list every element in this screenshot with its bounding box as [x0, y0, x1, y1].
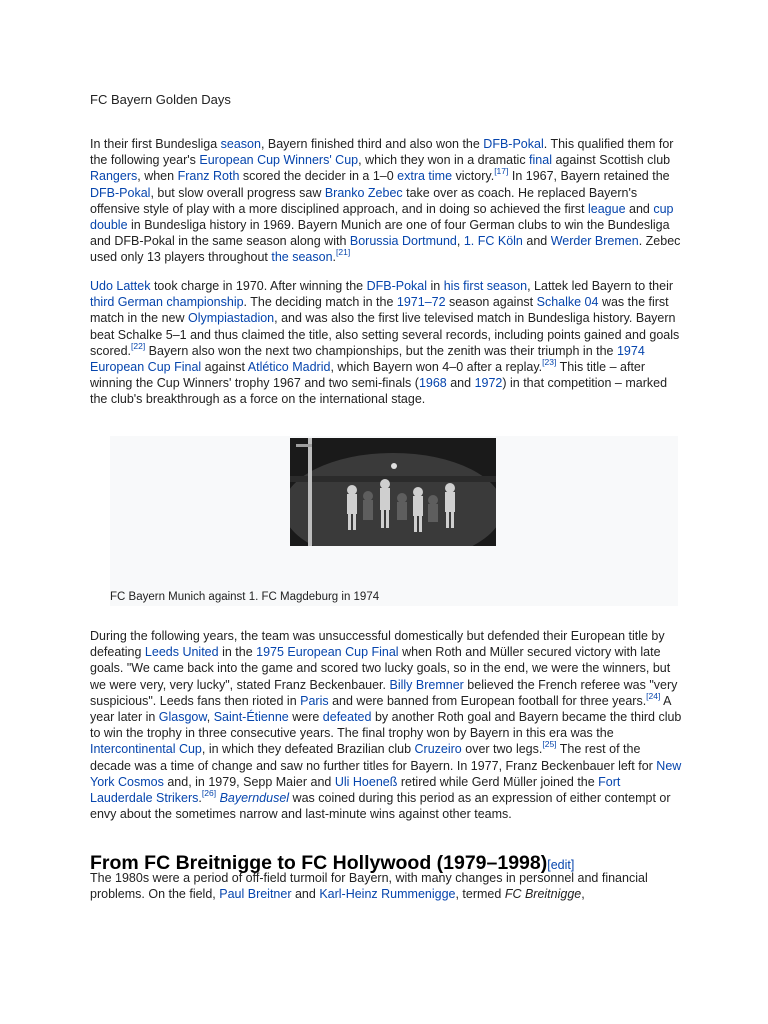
text: , [581, 887, 585, 902]
link-defeated[interactable]: defeated [322, 710, 372, 725]
paragraph-lattek-era [90, 278, 682, 408]
link-new-york-cosmos[interactable]: New York Cosmos [90, 758, 682, 789]
text: scored the decider in a 1–0 [239, 169, 398, 184]
match-photo[interactable] [290, 438, 496, 546]
reference-link[interactable]: [24] [646, 690, 661, 701]
text: over two legs. [461, 742, 543, 757]
reference-25[interactable] [542, 739, 556, 749]
text: , which Bayern won 4–0 after a replay. [330, 360, 543, 375]
link-intercontinental-cup[interactable]: Intercontinental Cup [90, 742, 202, 757]
text: retired while Gerd Müller joined the [397, 774, 599, 789]
text: ) in that competition – marked the club's breakthrough as a force on the international stage. [90, 376, 668, 407]
text: was coined during this period as an expression of either contempt or envy about the sometimes narrow and last-minute wins against other teams. [90, 791, 671, 822]
text-fc-breitnigge: FC Breitnigge [504, 887, 582, 902]
text: took charge in 1970. After winning the [150, 279, 367, 293]
link-dfb-pokal-3[interactable]: DFB-Pokal [366, 279, 428, 293]
link-glasgow[interactable]: Glasgow [158, 710, 207, 725]
text: The rest of the decade was a time of change and saw no further titles for Bayern. In 1977, Franz Beckenbauer left for [90, 742, 657, 773]
link-uli-hoeness[interactable]: Uli Hoeneß [334, 774, 398, 789]
link-cruzeiro[interactable]: Cruzeiro [414, 742, 462, 757]
text: and [625, 201, 654, 216]
link-dfb-pokal[interactable]: DFB-Pokal [483, 137, 544, 151]
text: in the [218, 645, 257, 660]
text: In their first Bundesliga [90, 137, 221, 151]
link-fc-koln[interactable]: 1. FC Köln [463, 234, 523, 249]
text: , which they won in a dramatic [358, 153, 530, 168]
link-season[interactable]: season [220, 137, 261, 151]
text: against Scottish club [551, 153, 671, 168]
text: take over as coach. He replaced Bayern's offensive style of play with a more disciplined approach, and in doing so achieved the first [90, 185, 638, 216]
text: in Bundesliga history in 1969. Bayern Munich are one of four German clubs to win the Bundesliga and DFB-Pokal in the same season along with [90, 218, 670, 249]
text: against [201, 360, 248, 375]
figure [110, 436, 678, 606]
paragraph-bundesliga-start [90, 136, 682, 266]
text: and, in 1979, Sepp Maier and [163, 774, 335, 789]
text: , but slow overall progress saw [150, 185, 325, 200]
text: believed the French referee was "very suspicious". Leeds fans then rioted in [90, 677, 678, 708]
text: . The deciding match in the [243, 295, 397, 310]
text: by another Roth goal and Bayern became the third club to win the trophy in three consecutive years. The final trophy won by Bayern in this era was the [90, 710, 682, 741]
text: were [288, 710, 323, 725]
link-bayerndusel[interactable]: Bayerndusel [219, 791, 290, 806]
link-paris[interactable]: Paris [300, 693, 329, 708]
reference-link[interactable]: [21] [336, 247, 351, 258]
text: In 1967, Bayern retained the [508, 169, 670, 184]
text: . [332, 250, 337, 265]
text: in [427, 279, 444, 293]
text: , [456, 234, 464, 249]
document-title: FC Bayern Golden Days [90, 92, 231, 107]
text: , Bayern finished third and also won the [260, 137, 484, 151]
reference-26[interactable] [202, 788, 216, 798]
paragraph-1980s [90, 870, 682, 902]
text: , and was also the first live televised match in Bundesliga history. Bayern beat Schalke 5–1 and thus claimed the title, also setting several records, including points gained and goals scored. [90, 311, 680, 358]
link-saint-etienne[interactable]: Saint-Étienne [213, 710, 289, 725]
link-udo-lattek[interactable]: Udo Lattek [90, 279, 151, 293]
reference-24[interactable] [646, 691, 660, 701]
text: season against [445, 295, 537, 310]
text: , termed [455, 887, 505, 902]
reference-link[interactable]: [22] [131, 340, 146, 351]
link-olympiastadion[interactable]: Olympiastadion [187, 311, 275, 326]
link-league[interactable]: league [587, 201, 626, 216]
text: and were banned from European football for three years. [328, 693, 647, 708]
text: victory. [452, 169, 495, 184]
link-branko-zebec[interactable]: Branko Zebec [324, 185, 403, 200]
text: The 1980s were a period of off-field turmoil for Bayern, with many changes in personnel and financial problems. On the field, [90, 871, 648, 902]
reference-17[interactable] [494, 166, 508, 176]
text: This title – after winning the Cup Winners' trophy 1967 and two semi-finals ( [90, 360, 646, 391]
link-final[interactable]: final [529, 153, 552, 168]
link-werder-bremen[interactable]: Werder Bremen [550, 234, 639, 249]
text: Bayern also won the next two championships, but the zenith was their triumph in the [145, 343, 617, 358]
section-heading-text: From FC Breitnigge to FC Hollywood (1979–1998) [90, 852, 548, 874]
text: , Lattek led Bayern to their [527, 279, 674, 293]
reference-link[interactable]: [17] [494, 166, 509, 177]
link-third-german-championship[interactable]: third German championship [90, 295, 244, 310]
link-leeds-united[interactable]: Leeds United [144, 645, 219, 660]
reference-link[interactable]: [23] [542, 356, 557, 367]
text: , [206, 710, 214, 725]
link-extra-time[interactable]: extra time [397, 169, 453, 184]
text: . [198, 791, 202, 806]
link-schalke-04[interactable]: Schalke 04 [536, 295, 599, 310]
link-1971-72[interactable]: 1971–72 [396, 295, 446, 310]
link-borussia-dortmund[interactable]: Borussia Dortmund [349, 234, 457, 249]
text: , when [137, 169, 178, 184]
text: , in which they defeated Brazilian club [201, 742, 415, 757]
link-european-cup-winners-cup[interactable]: European Cup Winners' Cup [199, 153, 359, 168]
link-fort-lauderdale-strikers[interactable]: Fort Lauderdale Strikers [90, 774, 621, 806]
reference-21[interactable] [336, 247, 350, 257]
match-photo-graphic [290, 438, 496, 546]
link-atletico-madrid[interactable]: Atlético Madrid [247, 360, 331, 375]
edit-link[interactable]: [edit] [547, 858, 575, 872]
link-franz-roth[interactable]: Franz Roth [177, 169, 240, 184]
reference-22[interactable] [131, 341, 145, 351]
reference-23[interactable] [542, 357, 556, 367]
link-the-season[interactable]: the season [271, 250, 333, 265]
link-1972[interactable]: 1972 [474, 376, 503, 391]
text: when Roth and Müller secured victory with late goals. "We came back into the game and scored two lucky goals, so in the end, we were the winners, but we were very, very lucky", stated Franz Beckenbauer. [90, 645, 671, 692]
text: . Zebec used only 13 players throughout [90, 234, 681, 265]
text: and [291, 887, 320, 902]
text: A year later in [90, 693, 671, 725]
text: and [522, 234, 551, 249]
text: was the first match in the new [90, 295, 669, 326]
link-his-first-season[interactable]: his first season [443, 279, 528, 293]
link-1975-european-cup-final[interactable]: 1975 European Cup Final [256, 645, 399, 660]
figure-caption: FC Bayern Munich against 1. FC Magdeburg in 1974 [110, 591, 380, 603]
link-paul-breitner[interactable]: Paul Breitner [219, 887, 292, 902]
link-dfb-pokal-2[interactable]: DFB-Pokal [90, 185, 151, 200]
text: . This qualified them for the following year's [90, 137, 674, 168]
link-1974-european-cup-final[interactable]: 1974 European Cup Final [90, 343, 645, 375]
link-karl-heinz-rummenigge[interactable]: Karl-Heinz Rummenigge [319, 887, 456, 902]
link-billy-bremner[interactable]: Billy Bremner [389, 677, 464, 692]
link-1968[interactable]: 1968 [418, 376, 447, 391]
paragraph-european-success [90, 628, 682, 822]
text: During the following years, the team was unsuccessful domestically but defended their European title by defeating [90, 629, 665, 660]
link-cup-double[interactable]: cup double [90, 201, 674, 233]
link-rangers[interactable]: Rangers [90, 169, 138, 184]
text: and [446, 376, 475, 391]
reference-link[interactable]: [25] [542, 739, 557, 750]
reference-link[interactable]: [26] [201, 787, 217, 798]
